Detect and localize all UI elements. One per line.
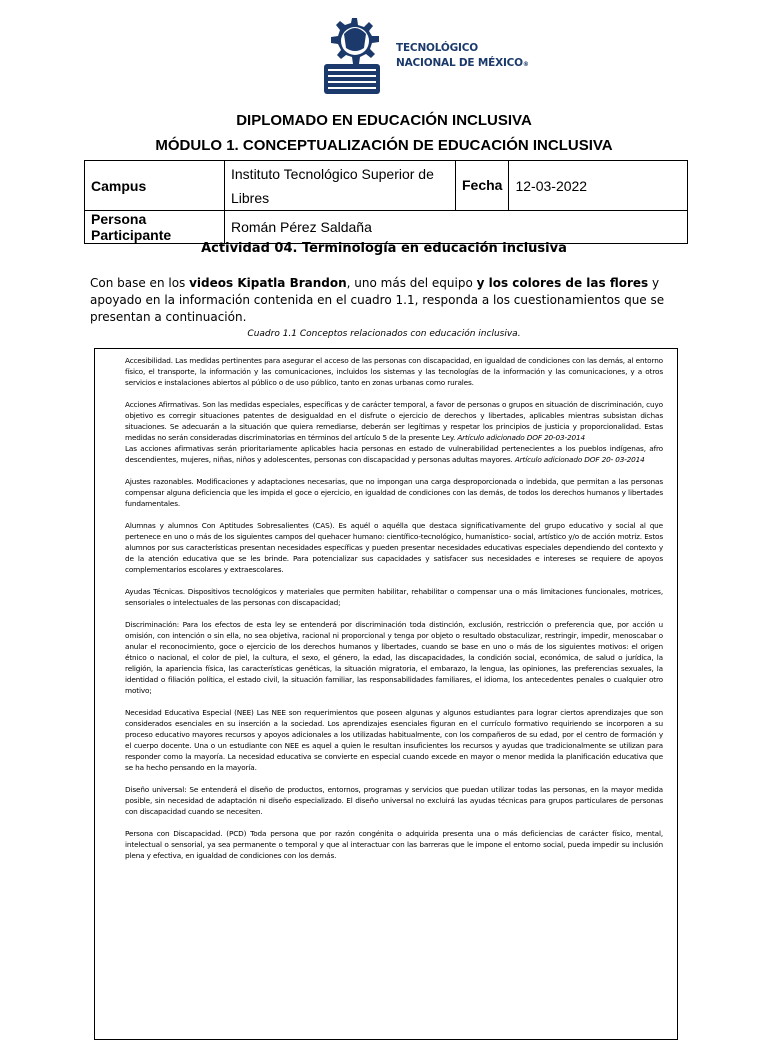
campus-label: Campus: [85, 161, 225, 211]
activity-title: Actividad 04. Terminología en educación inclusiva: [201, 241, 567, 256]
logo-line-2: [396, 56, 529, 72]
persona-label: Persona Participante: [85, 211, 225, 244]
intro-text-1: Con base en los: [90, 276, 190, 290]
def-accesibilidad: Accesibilidad. Las medidas pertinentes para asegurar el acceso de las personas con discapacidad, en igualdad de condiciones con las demás, al entorno físico, el transporte, la información y las comunicaciones, incluidos los sistemas y las tecnologías de la información y las comunicaciones, y a otros servicios e instalaciones abiertos al público o de uso público, tanto en zonas urbanas como rurales.: [125, 356, 663, 387]
fecha-value: 12-03-2022: [509, 161, 688, 211]
fecha-label: Fecha: [456, 161, 509, 211]
def-diseno-universal: Diseño universal: Se entenderá el diseño de productos, entornos, programas y servicios que puedan utilizar todas las personas, en la mayor medida posible, sin necesidad de adaptación ni diseño especializado. El diseño universal no excluirá las ayudas técnicas para grupos particulares de personas con discapacidad cuando se necesiten.: [125, 785, 663, 816]
info-row-persona: [85, 211, 688, 244]
def-acciones-ref: Artículo adicionado DOF 20-03-2014: [457, 433, 585, 442]
intro-paragraph: [90, 275, 690, 326]
intro-bold-2: y los colores de las flores: [476, 276, 649, 290]
logo-wordmark: [396, 41, 529, 72]
document-title: DIPLOMADO EN EDUCACIÓN INCLUSIVA: [236, 112, 532, 129]
logo-line-2-text: NACIONAL DE MÉXICO: [396, 57, 523, 69]
concepts-box: [94, 348, 678, 1040]
intro-text-3: y apoyado en la información contenida en el cuadro 1.1, responda a los cuestionamientos que se presentan a continuación.: [90, 276, 665, 324]
def-ayudas-tecnicas: Ayudas Técnicas. Dispositivos tecnológicos y materiales que permiten habilitar, rehabilitar o compensar una o más limitaciones funcionales, motrices, sensoriales o intelectuales de las personas con discapacidad;: [125, 587, 663, 607]
info-row-campus: [85, 161, 688, 211]
def-ajustes-razonables: Ajustes razonables. Modificaciones y adaptaciones necesarias, que no impongan una carga desproporcionada o indebida, que permitan a las personas compensar alguna deficiencia que les impida el goce o ejercicio, en igualdad de condiciones con las demás, de todos los derechos humanos y libertades fundamentales.: [125, 477, 663, 508]
intro-text-2: , uno más del equipo: [346, 276, 477, 290]
registered-mark: ®: [522, 61, 529, 68]
module-title: MÓDULO 1. CONCEPTUALIZACIÓN DE EDUCACIÓN INCLUSIVA: [155, 137, 613, 154]
def-acciones2-text: Las acciones afirmativas serán prioritariamente aplicables hacia personas en estado de vulnerabilidad pertenecientes a los pueblos indígenas, afro descendientes, mujeres, niñas, niños y adolescentes, personas con discapacidad y personas adultas mayores.: [125, 444, 663, 464]
table-caption: Cuadro 1.1 Conceptos relacionados con educación inclusiva.: [247, 329, 521, 339]
campus-value: Instituto Tecnológico Superior de Libres: [225, 161, 456, 211]
def-acciones2-ref: Artículo adicionado DOF 20- 03-2014: [514, 455, 645, 464]
def-nee: Necesidad Educativa Especial (NEE) Las NEE son requerimientos que poseen algunas y algunos estudiantes para lograr ciertos aprendizajes que son considerados esenciales en su inserción a la sociedad. Los aprendizajes esenciales figuran en el currículo formativo requiriendo se incorporen a su proceso educativo mayores recursos y apoyos adicionales a los utilizadas habitualmente, con los compañeros de su edad, por el centro de formación y el cuerpo docente. Una o un estudiante con NEE es aquel a quien le resultan insuficientes los recursos y ayudas que tradicionalmente se utilizan para responder como la mayoría. La necesidad educativa se convierte en especial cuando excede en mayor o menor medida la planificación educativa que se ha hecho pensando en la mayoría.: [125, 708, 663, 772]
def-acciones-text: Acciones Afirmativas. Son las medidas especiales, específicas y de carácter temporal, a favor de personas o grupos en situación de discriminación, cuyo objetivo es corregir situaciones patentes de desigualdad en el disfrute o ejercicio de derechos y libertades, aplicables mientras subsistan dichas situaciones. Se adecuarán a la situación que quiera remediarse, deberán ser legítimas y respetar los principios de justicia y proporcionalidad. Estas medidas no serán consideradas discriminatorias en términos del artículo 5 de la presente Ley.: [125, 400, 663, 442]
persona-value: Román Pérez Saldaña: [225, 211, 688, 244]
participant-info-table: [84, 160, 688, 244]
tecnm-gear-emblem-icon: [316, 14, 388, 100]
intro-bold-1: videos Kipatla Brandon: [189, 276, 347, 290]
def-cas: Alumnas y alumnos Con Aptitudes Sobresalientes (CAS). Es aquél o aquélla que destaca significativamente del grupo educativo y social al que pertenece en uno o más de los siguientes campos del quehacer humano: científico-tecnológico, humanístico- social, artístico y/o de acción motriz. Estos alumnos por sus características presentan necesidades específicas y pueden presentar necesidades educativas especiales dependiendo del contexto y de la atención educativa que se les brinde. Para potencializar sus capacidades y satisfacer sus necesidades e intereses se requiere de apoyos complementarios escolares y extraescolares.: [125, 521, 663, 574]
tecnm-logo: [316, 14, 529, 102]
def-pcd: Persona con Discapacidad. (PCD) Toda persona que por razón congénita o adquirida presenta una o más deficiencias de carácter físico, mental, intelectual o sensorial, ya sea permanente o temporal y que al interactuar con las barreras que le impone el entorno social, pueda impedir su inclusión plena y efectiva, en igualdad de condiciones con los demás.: [125, 829, 663, 860]
def-discriminacion: Discriminación: Para los efectos de esta ley se entenderá por discriminación toda distinción, exclusión, restricción o preferencia que, por acción u omisión, con intención o sin ella, no sea objetiva, racional ni proporcional y tenga por objeto o resultado obstaculizar, restringir, impedir, menoscabar o anular el reconocimiento, goce o ejercicio de los derechos humanos y libertades, cuando se base en uno o más de los siguientes motivos: el origen étnico o nacional, el color de piel, la cultura, el sexo, el género, la edad, las discapacidades, la condición social, económica, de salud o jurídica, la religión, la apariencia física, las características genéticas, la situación migratoria, el embarazo, la lengua, las opiniones, las preferencias sexuales, la identidad o filiación política, el estado civil, la situación familiar, las responsabilidades familiares, el idioma, los antecedentes penales o cualquier otro motivo;: [125, 620, 663, 695]
def-acciones-afirmativas: [125, 399, 663, 443]
logo-line-1: TECNOLÓGICO: [396, 42, 478, 54]
def-acciones-afirmativas-2: [125, 443, 663, 465]
